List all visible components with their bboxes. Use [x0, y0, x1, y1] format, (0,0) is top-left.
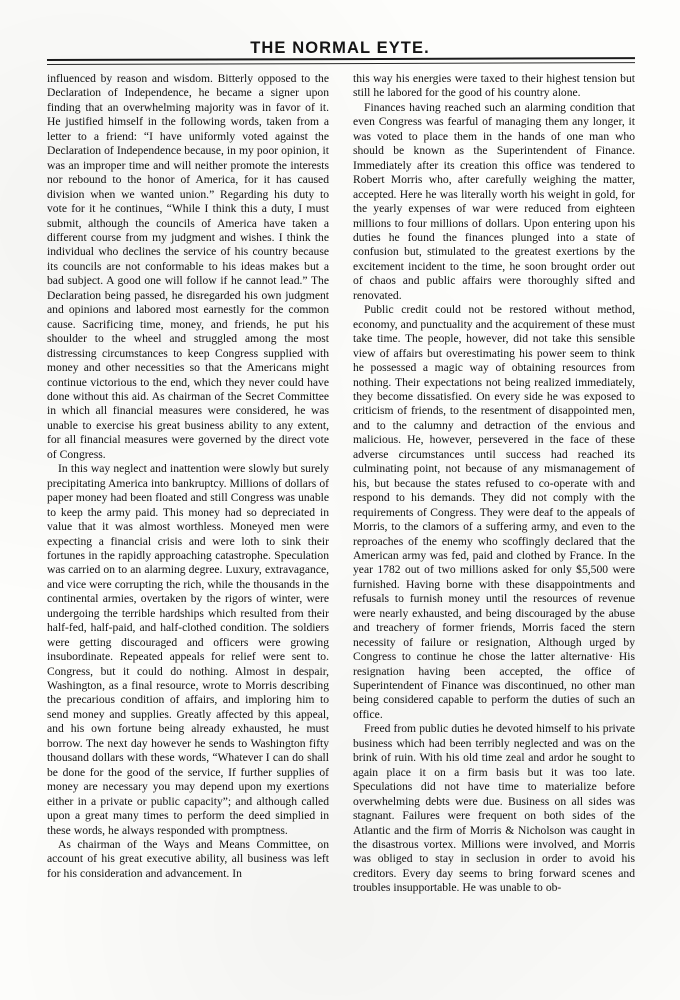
page-title: THE NORMAL EYTE. [250, 39, 430, 57]
paragraph: Freed from public duties he devoted himself to his private business which had been terribly neglected and was on the brink of ruin. With his old time zeal and ardor he sought to again place it on a firm basis but it was too late. Speculations did not have time to materialize before overwhelming debts were due. Business on all sides was stagnant. Failures were frequent on both sides of the Atlantic and the firm of Morris & Nicholson was caught in the disastrous vortex. Millions were involved, and Morris was obliged to stay in seclusion in order to avoid his creditors. Every day seems to bring forward scenes and troubles insupportable. He was unable to ob- [353, 722, 635, 895]
masthead-double-rule [47, 57, 635, 68]
rule-thick-line [47, 57, 635, 61]
column-right [353, 72, 635, 962]
masthead [0, 40, 680, 57]
paragraph: As chairman of the Ways and Means Committee, on account of his great executive ability, all business was left for his consideration and advancement. In [47, 838, 329, 880]
paragraph: influenced by reason and wisdom. Bitterly opposed to the Declaration of Independence, he became a signer upon finding that an overwhelming majority was in favor of it. He justified himself in the following words, taken from a letter to a friend: “I have uniformly voted against the Declaration of Independence because, in my poor opinion, it was an improper time and will neither promote the interests nor rebound to the honor of America, for it has caused division when we wanted union.” Regarding his duty to vote for it he continues, “While I think this a duty, I must submit, although the councils of America have taken a different course from my judgment and wishes. I think the individual who declines the service of his country because its councils are not conformable to his ideas makes but a bad subject. A good one will follow if he cannot lead.” The Declaration being passed, he disregarded his own judgment and opinions and labored most earnestly for the common cause. Sacrificing time, money, and friends, he put his shoulder to the wheel and struggled among the most distressing circumstances to keep Congress supplied with money and other necessities so that the Americans might continue victorious to the end, which they never could have done without this aid. As chairman of the Secret Committee in which all financial measures were considered, he was unable to exercise his great business ability to any extent, for all financial measures were governed by the direct vote of Congress. [47, 72, 329, 461]
article-body [47, 72, 635, 962]
paragraph: Finances having reached such an alarming condition that even Congress was fearful of managing them any longer, it was voted to place them in the hands of one man who should be known as the Superintendent of Finance. Immediately after its creation this office was tendered to Robert Morris who, after carefully weighing the matter, accepted. Here he was literally worth his weight in gold, for the yearly expenses of war were reduced from eighteen millions to four millions of dollars. Upon entering upon his duties he found the finances plunged into a state of confusion but, stimulated to the greatest exertions by the excitement incident to the time, he soon brought order out of chaos and public affairs were thoroughly sifted and renovated. [353, 100, 635, 302]
rule-thin-line [47, 63, 635, 66]
paragraph: this way his energies were taxed to their highest tension but still he labored for the good of his country alone. [353, 72, 635, 100]
paragraph: Public credit could not be restored without method, economy, and punctuality and the acquirement of these must take time. The people, however, did not take this sensible view of affairs but overestimating his power seem to think he possessed a magic way of obtaining resources from nothing. Their expectations not being realized immediately, they become dissatisfied. On every side he was exposed to criticism of friends, to the resentment of disappointed men, and to the calumny and detraction of the envious and malicious. He, however, persevered in the face of these adverse circumstances until success had reached its culminating point, not because of any mismanagement of his, but because the states refused to co-operate with and respond to his demands. They did not comply with the requirements of Congress. They were deaf to the appeals of Morris, to the clamors of a suffering army, and even to the reproaches of the enemy who scoffingly declared that the American army was fed, paid and clothed by France. In the year 1782 out of two millions asked for only $5,500 were furnished. Having borne with these disappointments and refusals to furnish money until the resources of revenue were nearly exhausted, and being discouraged by the abuse and treachery of former friends, Morris faced the stern necessity of failure or resignation, Although urged by Congress to continue he chose the latter alternative· His resignation having been accepted, the office of Superintendent of Finance was discontinued, no other man being considered capable to perform the duties of such an office. [353, 303, 635, 721]
column-left [47, 72, 329, 962]
paragraph: In this way neglect and inattention were slowly but surely precipitating America into bankruptcy. Millions of dollars of paper money had been floated and still Congress was unable to keep the army paid. This money had so depreciated in value that it was almost worthless. Moneyed men were expecting a financial crisis and were loth to sink their fortunes in the rapidly approaching catastrophe. Speculation was carried on to an alarming degree. Luxury, extravagance, and vice were corrupting the rich, while the thousands in the continental armies, overtaken by the rigors of winter, were undergoing the terrible hardships which resulted from their half-fed, half-paid, and half-clothed condition. The soldiers were getting discouraged and officers were growing insubordinate. Repeated appeals for relief were sent to. Congress, but it could do nothing. Almost in despair, Washington, as a final resource, wrote to Morris describing the precarious condition of affairs, and imploring him to send money and supplies. Greatly affected by this appeal, and his own fortune being already exhausted, he must borrow. The next day however he sends to Washington fifty thousand dollars with these words, “Whatever I can do shall be done for the good of the service, If further supplies of money are necessary you may depend upon my exertions either in a private or public capacity”; and although called upon a great many times to perform the deed simplied in these words, he always responded with promptness. [47, 462, 329, 837]
